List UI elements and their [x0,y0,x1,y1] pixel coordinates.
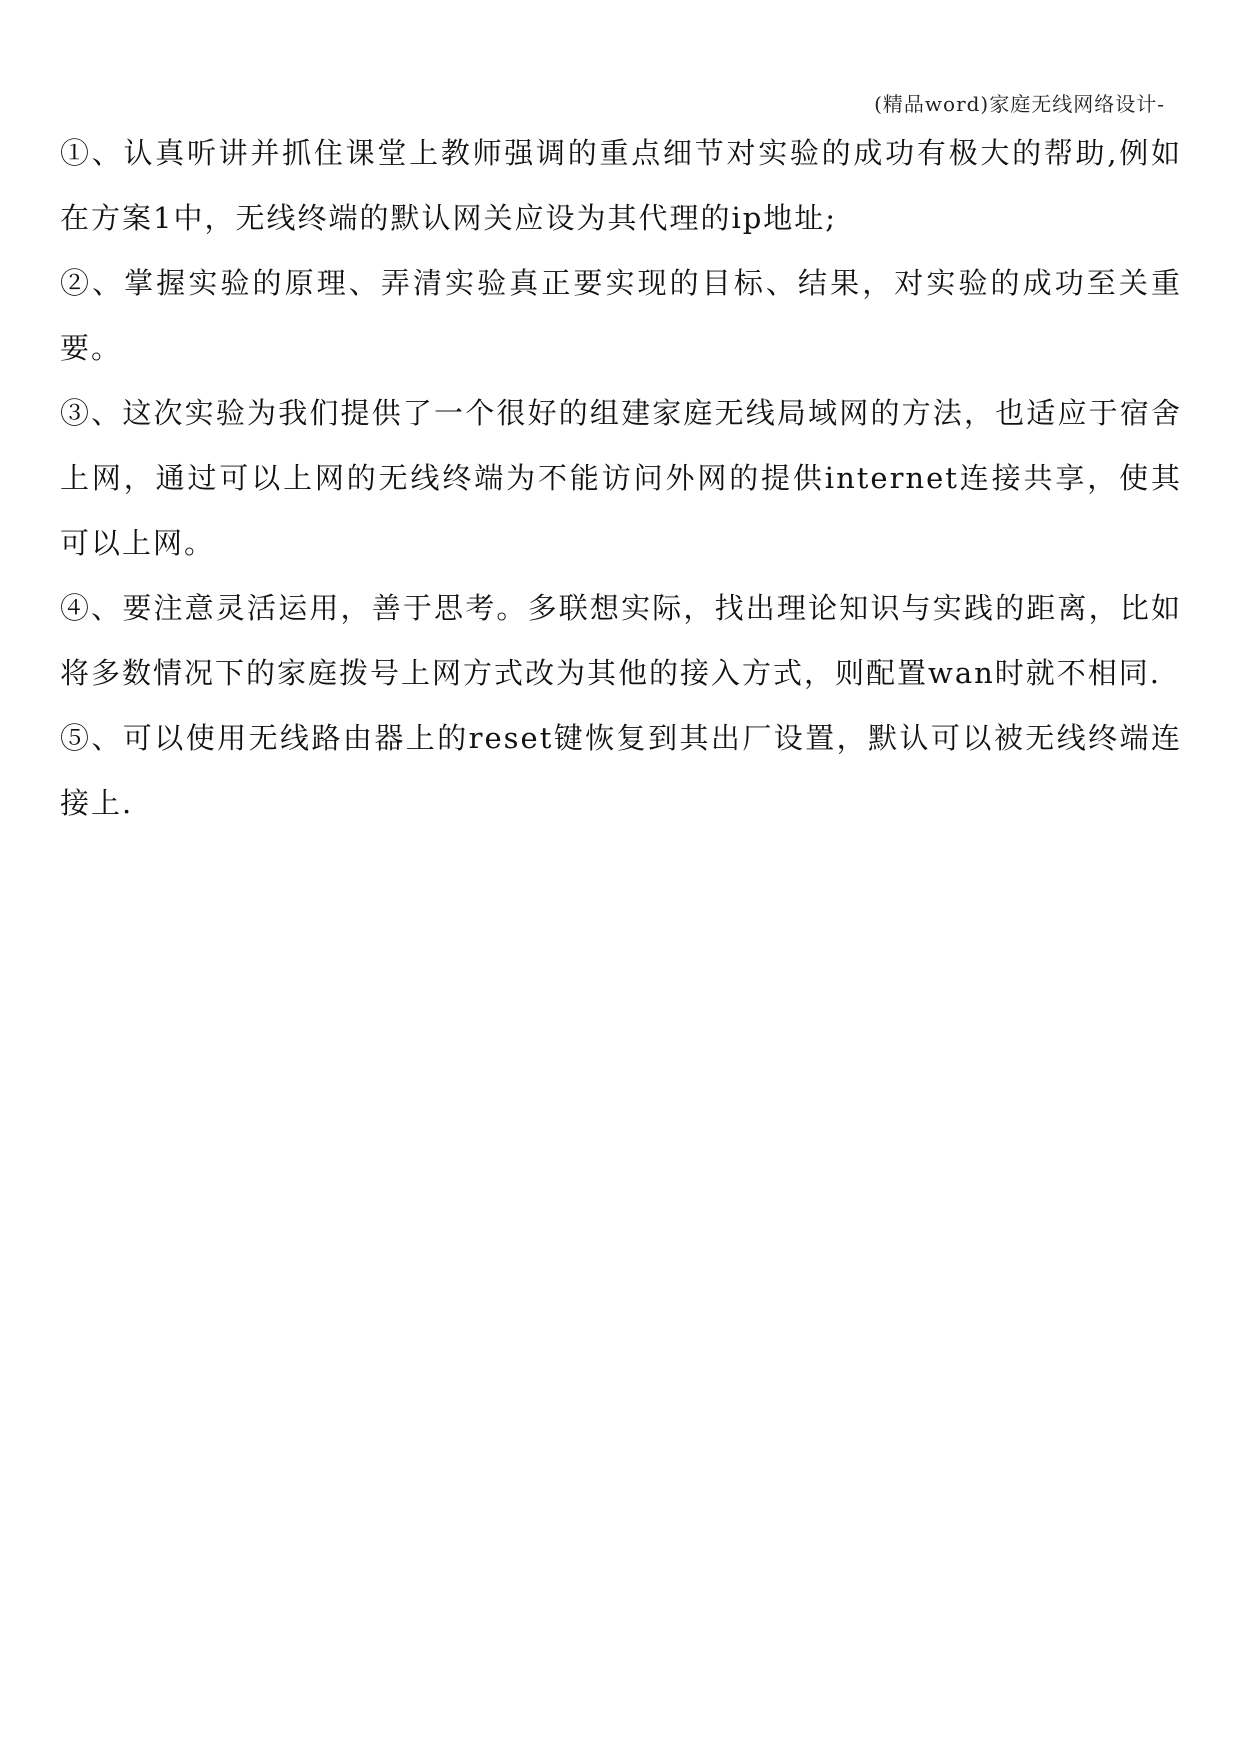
paragraph-4: ④、要注意灵活运用，善于思考。多联想实际，找出理论知识与实践的距离，比如将多数情况下的家庭拨号上网方式改为其他的接入方式，则配置wan时就不相同. [60,591,1182,690]
document-body [60,121,1182,836]
paragraph-3: ③、这次实验为我们提供了一个很好的组建家庭无线局域网的方法，也适应于宿舍上网，通过可以上网的无线终端为不能访问外网的提供internet连接共享，使其可以上网。 [60,396,1182,560]
page-header: (精品word)家庭无线网络设计- [874,92,1165,116]
paragraph-2: ②、掌握实验的原理、弄清实验真正要实现的目标、结果，对实验的成功至关重要。 [60,266,1182,365]
paragraph-5: ⑤、可以使用无线路由器上的reset键恢复到其出厂设置，默认可以被无线终端连接上. [60,721,1182,820]
paragraph-1: ①、认真听讲并抓住课堂上教师强调的重点细节对实验的成功有极大的帮助,例如在方案1中，无线终端的默认网关应设为其代理的ip地址; [60,136,1182,235]
